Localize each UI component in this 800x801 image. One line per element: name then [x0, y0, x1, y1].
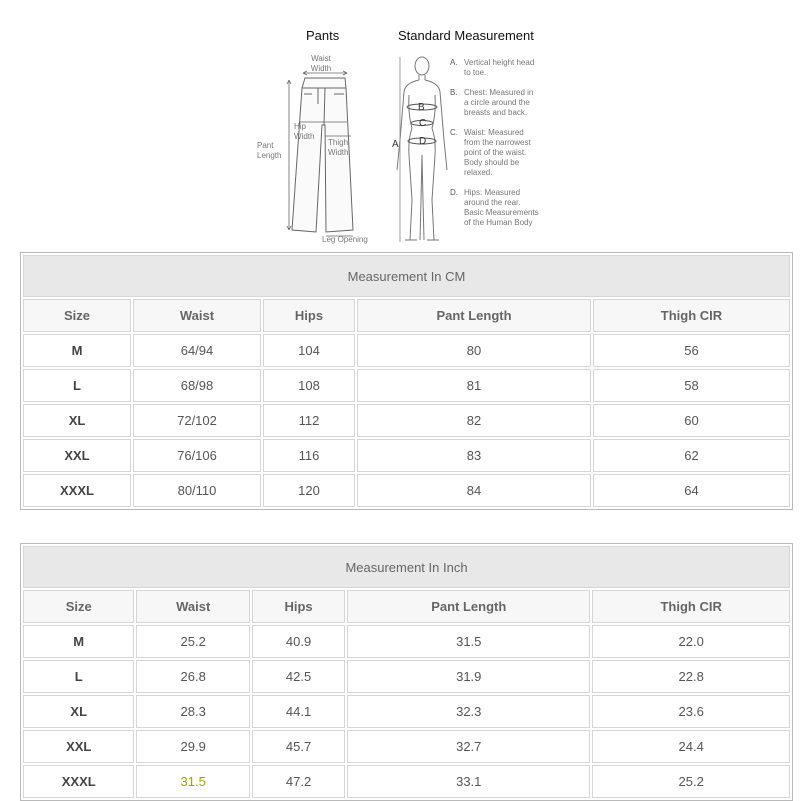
thigh-cir-cell: 58 — [593, 369, 790, 402]
waist-cell: 64/94 — [133, 334, 261, 367]
header-thigh-cir: Thigh CIR — [593, 299, 790, 332]
table-row — [23, 765, 790, 798]
label-line: Width — [310, 64, 332, 73]
hips-cell: 42.5 — [252, 660, 345, 693]
waist-cell: 68/98 — [133, 369, 261, 402]
note-line: Vertical height head — [464, 58, 535, 67]
hips-cell: 44.1 — [252, 695, 345, 728]
size-cell: L — [23, 660, 134, 693]
note-line: of the Human Body — [464, 218, 533, 227]
note-key: D. — [450, 188, 458, 197]
size-cell: M — [23, 625, 134, 658]
note-line: breasts and back. — [464, 108, 528, 117]
label-line: Thigh — [328, 138, 349, 147]
human-figure-illustration — [397, 57, 447, 242]
header-hips: Hips — [263, 299, 355, 332]
label-line: Width — [328, 148, 349, 157]
waist-cell: 76/106 — [133, 439, 261, 472]
note-line: Hips: Measured — [464, 188, 521, 197]
size-table-inch — [20, 543, 793, 801]
table-row — [23, 625, 790, 658]
note-line: Waist: Measured — [464, 128, 524, 137]
thigh-cir-cell: 64 — [593, 474, 790, 507]
hip-width-label — [294, 122, 314, 142]
note-b — [450, 88, 550, 118]
note-line: relaxed. — [464, 168, 493, 177]
thigh-cir-cell: 56 — [593, 334, 790, 367]
pant-length-cell: 82 — [357, 404, 591, 437]
hips-cell: 47.2 — [252, 765, 345, 798]
note-key: C. — [450, 128, 458, 137]
label-line: Width — [294, 132, 315, 141]
hips-cell: 120 — [263, 474, 355, 507]
header-hips: Hips — [252, 590, 345, 623]
note-c — [450, 128, 550, 178]
thigh-cir-cell: 23.6 — [592, 695, 790, 728]
header-size: Size — [23, 299, 131, 332]
waist-cell: 26.8 — [136, 660, 249, 693]
note-line: Body should be — [464, 158, 520, 167]
note-a — [450, 58, 550, 78]
note-d — [450, 188, 550, 228]
size-cell: XL — [23, 695, 134, 728]
note-line: to toe. — [464, 68, 487, 77]
pant-length-cell: 33.1 — [347, 765, 590, 798]
diagram-drawing — [0, 0, 800, 250]
size-cell: M — [23, 334, 131, 367]
note-line: a circle around the — [464, 98, 530, 107]
table-row — [23, 730, 790, 763]
size-cell: L — [23, 369, 131, 402]
table-row — [23, 334, 790, 367]
pant-length-cell: 32.7 — [347, 730, 590, 763]
standard-measurement-title: Standard Measurement — [398, 28, 534, 43]
leg-opening-label: Leg Opening — [322, 235, 368, 244]
marker-a: A — [392, 139, 399, 150]
pant-length-cell: 31.9 — [347, 660, 590, 693]
measurement-diagram — [0, 0, 800, 250]
waist-cell: 29.9 — [136, 730, 249, 763]
table-caption: Measurement In CM — [23, 255, 790, 297]
thigh-cir-cell: 22.8 — [592, 660, 790, 693]
table-row — [23, 695, 790, 728]
note-key: B. — [450, 88, 458, 97]
table-row — [23, 660, 790, 693]
size-cell: XL — [23, 404, 131, 437]
pant-length-cell: 80 — [357, 334, 591, 367]
waist-cell: 72/102 — [133, 404, 261, 437]
size-table-cm — [20, 252, 793, 510]
note-line: from the narrowest — [464, 138, 531, 147]
hips-cell: 108 — [263, 369, 355, 402]
thigh-cir-cell: 24.4 — [592, 730, 790, 763]
header-size: Size — [23, 590, 134, 623]
thigh-cir-cell: 60 — [593, 404, 790, 437]
size-cell: XXXL — [23, 765, 134, 798]
label-line: Pant — [257, 141, 274, 150]
hips-cell: 116 — [263, 439, 355, 472]
hips-cell: 45.7 — [252, 730, 345, 763]
table-row — [23, 439, 790, 472]
note-line: Chest: Measured in — [464, 88, 534, 97]
pant-length-cell: 84 — [357, 474, 591, 507]
note-key: A. — [450, 58, 458, 67]
pant-length-cell: 83 — [357, 439, 591, 472]
header-waist: Waist — [136, 590, 249, 623]
table-caption: Measurement In Inch — [23, 546, 790, 588]
pant-length-label — [257, 141, 281, 161]
label-line: Length — [257, 151, 282, 160]
table-row — [23, 404, 790, 437]
header-pant-length: Pant Length — [347, 590, 590, 623]
note-line: Basic Measurements — [464, 208, 539, 217]
marker-d: D — [419, 136, 427, 147]
waist-cell: 25.2 — [136, 625, 249, 658]
size-cell: XXL — [23, 439, 131, 472]
marker-b: B — [418, 102, 425, 113]
pant-length-cell: 81 — [357, 369, 591, 402]
waist-width-label — [309, 54, 333, 74]
size-cell: XXXL — [23, 474, 131, 507]
thigh-width-label — [328, 138, 348, 158]
waist-cell: 31.5 — [136, 765, 249, 798]
note-line: point of the waist. — [464, 148, 527, 157]
hips-cell: 40.9 — [252, 625, 345, 658]
header-thigh-cir: Thigh CIR — [592, 590, 790, 623]
header-pant-length: Pant Length — [357, 299, 591, 332]
thigh-cir-cell: 62 — [593, 439, 790, 472]
pant-length-cell: 31.5 — [347, 625, 590, 658]
note-line: around the rear. — [464, 198, 521, 207]
table-row — [23, 369, 790, 402]
header-waist: Waist — [133, 299, 261, 332]
hips-cell: 104 — [263, 334, 355, 367]
label-line: Hip — [294, 122, 307, 131]
label-line: Waist — [311, 54, 331, 63]
marker-c: C — [419, 118, 427, 129]
thigh-cir-cell: 22.0 — [592, 625, 790, 658]
waist-cell: 28.3 — [136, 695, 249, 728]
table-row — [23, 474, 790, 507]
hips-cell: 112 — [263, 404, 355, 437]
size-cell: XXL — [23, 730, 134, 763]
waist-cell: 80/110 — [133, 474, 261, 507]
thigh-cir-cell: 25.2 — [592, 765, 790, 798]
pant-length-cell: 32.3 — [347, 695, 590, 728]
pants-title: Pants — [306, 28, 340, 43]
